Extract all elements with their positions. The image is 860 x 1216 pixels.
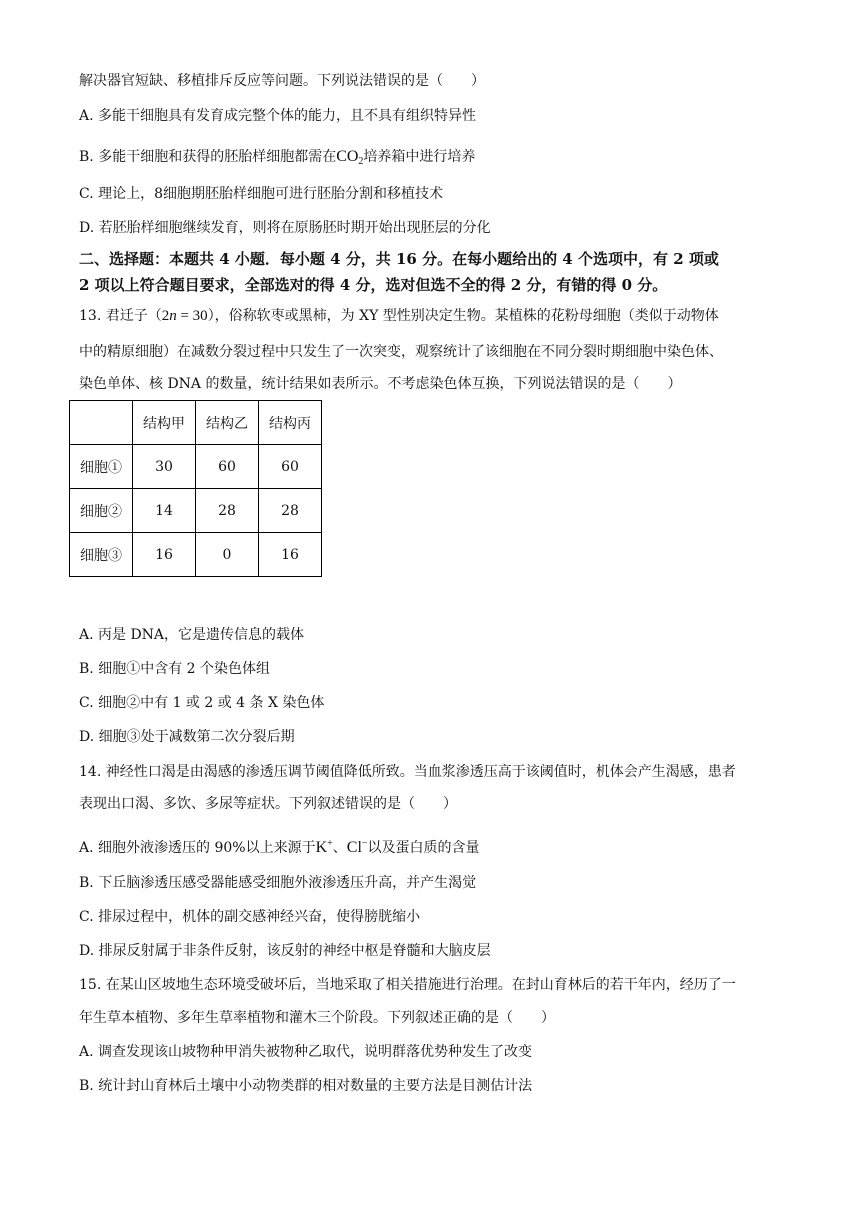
formula-coefficient: 2 — [161, 308, 170, 324]
table-cell: 60 — [259, 445, 322, 489]
table-row-label: 细胞③ — [70, 533, 133, 577]
q13-stem-text: ），俗称软枣或黑柿，为 XY 型性别决定生物。某植株的花粉母细胞（类似于动物体 — [207, 308, 719, 324]
q12-stem-tail: 解决器官短缺、移植排斥反应等问题。下列说法错误的是（ ） — [79, 73, 485, 89]
table-row — [70, 489, 322, 533]
q12-option-d: D. 若胚胎样细胞继续发育，则将在原肠胚时期开始出现胚层的分化 — [79, 220, 491, 236]
q13-stem-line3: 染色单体、核 DNA 的数量，统计结果如表所示。不考虑染色体互换，下列说法错误的是（ ） — [79, 376, 682, 392]
table-cell: 28 — [196, 489, 259, 533]
q13-option-c: C. 细胞②中有 1 或 2 或 4 条 X 染色体 — [79, 695, 325, 711]
table-row-label: 细胞② — [70, 489, 133, 533]
section-two-heading-line2: 2 项以上符合题目要求，全部选对的得 4 分，选对但选不全的得 2 分，有错的得 0 分。 — [79, 276, 668, 294]
q12-option-a: A. 多能干细胞具有发育成完整个体的能力，且不具有组织特异性 — [79, 108, 477, 124]
table-cell: 30 — [133, 445, 196, 489]
chloride-charge: − — [361, 838, 368, 849]
q13-option-b: B. 细胞①中含有 2 个染色体组 — [79, 661, 270, 677]
q14-stem-line1: 14. 神经性口渴是由渴感的渗透压调节阈值降低所致。当血浆渗透压高于该阈值时，机体会产生渴感，患者 — [79, 764, 736, 780]
separator: 、 — [332, 840, 347, 856]
q13-option-d: D. 细胞③处于减数第二次分裂后期 — [79, 729, 295, 745]
formula-value: = 30 — [176, 308, 208, 324]
chromosome-count-table — [69, 400, 322, 577]
co2-subscript: 2 — [358, 156, 364, 167]
q12-option-b-text: B. 多能干细胞和获得的胚胎样细胞都需在 — [79, 149, 337, 165]
chloride-symbol: Cl — [346, 839, 362, 856]
q14-option-b: B. 下丘脑渗透压感受器能感受细胞外液渗透压升高，并产生渴觉 — [79, 875, 477, 891]
q12-option-b-tail: 培养箱中进行培养 — [363, 149, 476, 165]
table-cell: 16 — [133, 533, 196, 577]
table-cell: 28 — [259, 489, 322, 533]
table-header-cell — [70, 401, 133, 445]
table-header-row — [70, 401, 322, 445]
q14-stem-line2: 表现出口渴、多饮、多尿等症状。下列叙述错误的是（ ） — [79, 796, 457, 812]
q15-stem-line1: 15. 在某山区坡地生态环境受破坏后，当地采取了相关措施进行治理。在封山育林后的若干年内，经历了一 — [79, 977, 736, 993]
table-row-label: 细胞① — [70, 445, 133, 489]
ion-formulas — [316, 839, 333, 856]
table-cell: 0 — [196, 533, 259, 577]
table-header-cell: 结构甲 — [133, 401, 196, 445]
section-two-heading: 二、选择题：本题共 4 小题．每小题 4 分，共 16 分。在每小题给出的 4 个选项中，有 2 项或 — [79, 250, 719, 268]
chromosome-formula — [162, 308, 208, 324]
q13-stem-line1 — [79, 306, 719, 326]
potassium-charge: + — [327, 838, 333, 849]
q15-stem-line2: 年生草本植物、多年生草率植物和灌木三个阶段。下列叙述正确的是（ ） — [79, 1010, 555, 1026]
q13-stem-line2: 中的精原细胞）在减数分裂过程中只发生了一次突变，观察统计了该细胞在不同分裂时期细胞中染色体、 — [79, 344, 723, 360]
potassium-symbol: K — [315, 839, 328, 856]
table-cell: 16 — [259, 533, 322, 577]
table-row — [70, 445, 322, 489]
table-cell: 14 — [133, 489, 196, 533]
formula-variable: n — [169, 308, 177, 324]
co2-symbol: CO — [336, 148, 359, 165]
q14-option-a — [79, 834, 480, 858]
q12-option-b — [79, 147, 475, 172]
table-header-cell: 结构丙 — [259, 401, 322, 445]
q15-option-a: A. 调查发现该山坡物种甲消失被物种乙取代，说明群落优势种发生了改变 — [79, 1044, 533, 1060]
table-row — [70, 533, 322, 577]
table-header-cell: 结构乙 — [196, 401, 259, 445]
q13-number: 13. 君迁子（ — [79, 308, 162, 324]
q14-option-d: D. 排尿反射属于非条件反射，该反射的神经中枢是脊髓和大脑皮层 — [79, 943, 491, 959]
table-cell: 60 — [196, 445, 259, 489]
q13-option-a: A. 丙是 DNA，它是遗传信息的载体 — [79, 627, 305, 643]
q15-option-b: B. 统计封山育林后土壤中小动物类群的相对数量的主要方法是目测估计法 — [79, 1078, 533, 1094]
q14-option-c: C. 排尿过程中，机体的副交感神经兴奋，使得膀胱缩小 — [79, 909, 421, 925]
q14-option-a-text: A. 细胞外液渗透压的 90%以上来源于 — [79, 840, 316, 856]
q14-option-a-tail: 以及蛋白质的含量 — [367, 840, 480, 856]
chloride-formula — [347, 839, 368, 856]
q12-option-c: C. 理论上，8细胞期胚胎样细胞可进行胚胎分割和移植技术 — [79, 186, 444, 202]
co2-formula — [336, 148, 363, 165]
